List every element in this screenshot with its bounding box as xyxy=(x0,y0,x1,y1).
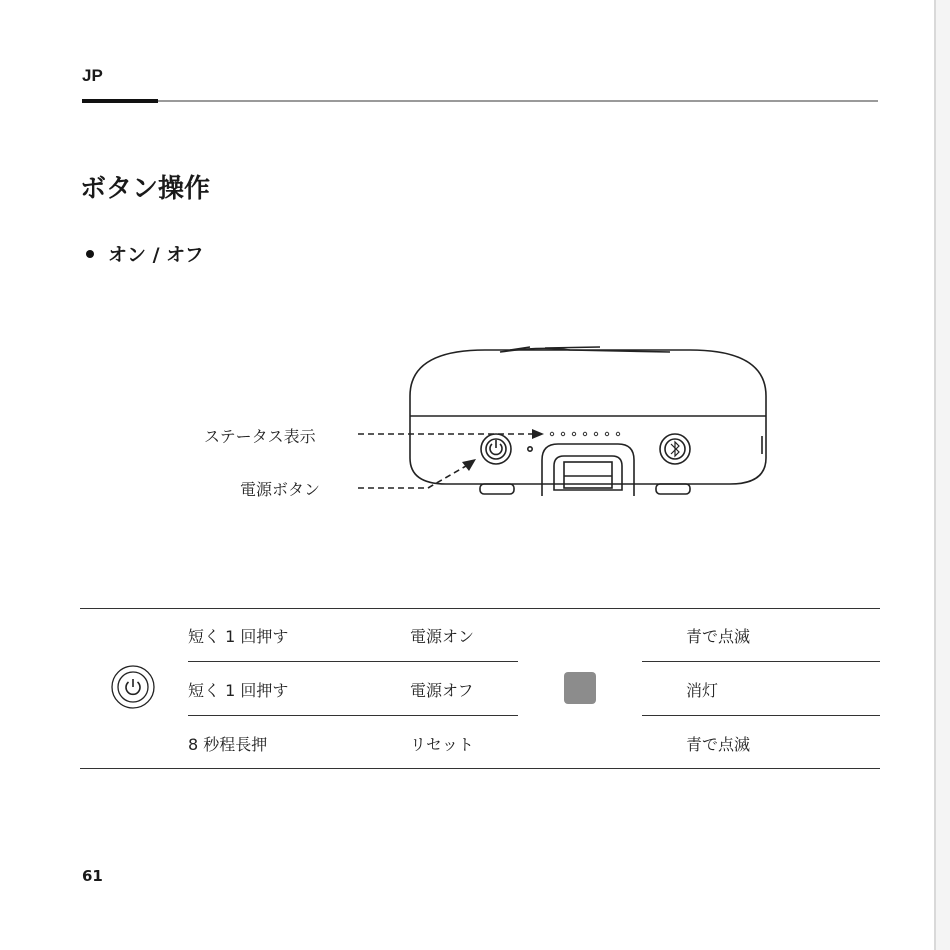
section-subtitle: オン / オフ xyxy=(108,244,204,266)
table-row-rule xyxy=(188,715,518,716)
power-button-label: 電源ボタン xyxy=(240,480,321,499)
table-cell-result: 電源オフ xyxy=(410,681,474,700)
table-cell-led: 青で点滅 xyxy=(686,627,751,646)
led-color-swatch xyxy=(564,672,596,704)
language-label: JP xyxy=(82,66,103,85)
table-row-rule xyxy=(642,715,880,716)
table-cell-action: 8 秒程長押 xyxy=(188,735,268,754)
table-cell-result: 電源オン xyxy=(410,627,475,646)
section-title: ボタン操作 xyxy=(80,174,211,204)
button-operation-table xyxy=(80,608,880,769)
table-row-rule xyxy=(188,661,518,662)
status-indicator-label: ステータス表示 xyxy=(204,427,316,446)
table-cell-action: 短く 1 回押す xyxy=(188,627,289,646)
table-top-rule xyxy=(80,608,880,609)
header-rule-accent xyxy=(82,99,158,103)
table-cell-led: 青で点滅 xyxy=(686,735,751,754)
bullet-item xyxy=(82,240,204,267)
page-number: 61 xyxy=(82,867,103,885)
table-row-rule xyxy=(642,661,880,662)
table-cell-action: 短く 1 回押す xyxy=(188,681,289,700)
header-rule xyxy=(82,100,878,102)
bullet-dot xyxy=(86,250,94,258)
page-edge xyxy=(934,0,950,950)
table-cell-led: 消灯 xyxy=(686,681,719,700)
power-icon xyxy=(110,664,156,714)
table-cell-result: リセット xyxy=(410,735,474,754)
table-bottom-rule xyxy=(80,768,880,769)
